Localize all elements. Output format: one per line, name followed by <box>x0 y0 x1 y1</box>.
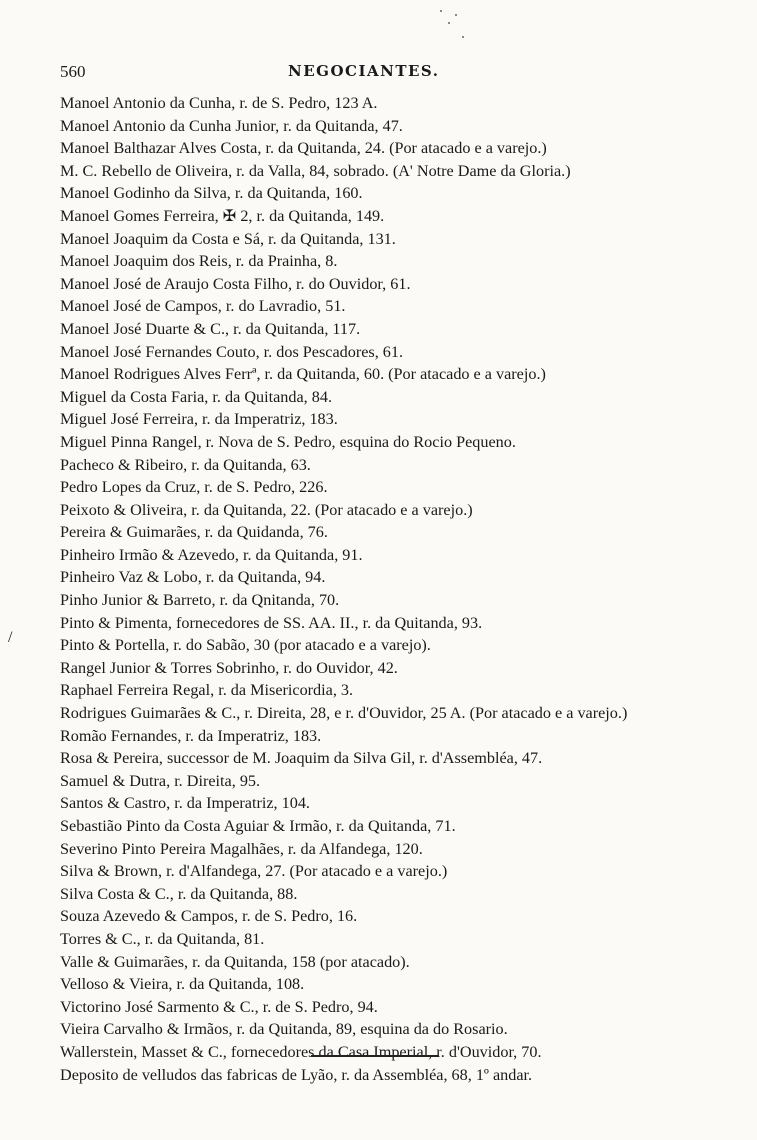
merchant-entry: Sebastião Pinto da Costa Aguiar & Irmão, r. da Quitanda, 71. <box>60 817 456 835</box>
merchant-entry: Pereira & Guimarães, r. da Quidanda, 76. <box>60 523 328 542</box>
merchant-entry: Manoel Balthazar Alves Costa, r. da Quitanda, 24. (Por atacado e a varejo.) <box>60 139 547 158</box>
merchant-entry: Pinto & Portella, r. do Sabão, 30 (por atacado e a varejo). <box>60 636 431 655</box>
merchant-entry: Vieira Carvalho & Irmãos, r. da Quitanda, 89, esquina da do Rosario. <box>60 1020 508 1039</box>
merchant-entry: Romão Fernandes, r. da Imperatriz, 183. <box>60 726 322 745</box>
merchant-entry: Torres & C., r. da Quitanda, 81. <box>60 929 265 948</box>
merchant-entry: Rangel Junior & Torres Sobrinho, r. do Ouvidor, 42. <box>60 658 398 677</box>
merchant-entry: Manoel Antonio da Cunha Junior, r. da Quitanda, 47. <box>60 116 403 135</box>
merchant-entry: M. C. Rebello de Oliveira, r. da Valla, 84, sobrado. (A' Notre Dame da Gloria.) <box>60 161 571 180</box>
ink-speck <box>455 14 457 16</box>
merchant-entry: Santos & Castro, r. da Imperatriz, 104. <box>60 794 310 813</box>
merchant-entry: Manoel Joaquim da Costa e Sá, r. da Quitanda, 131. <box>60 229 396 248</box>
merchant-entry: Manoel Gomes Ferreira, ✠ 2, r. da Quitanda, 149. <box>60 206 385 225</box>
merchant-entry: Pinheiro Vaz & Lobo, r. da Quitanda, 94. <box>60 568 326 587</box>
merchant-entry: Rosa & Pereira, successor de M. Joaquim da Silva Gil, r. d'Assembléa, 47. <box>60 749 543 768</box>
merchant-entry: Manoel José de Araujo Costa Filho, r. do Ouvidor, 61. <box>60 274 411 293</box>
merchant-entry: Miguel da Costa Faria, r. da Quitanda, 84. <box>60 387 332 406</box>
merchant-entry: Manoel José de Campos, r. do Lavradio, 51. <box>60 297 346 316</box>
margin-mark: / <box>8 629 13 646</box>
merchant-entry: Miguel José Ferreira, r. da Imperatriz, 183. <box>60 410 338 429</box>
merchant-entry: Wallerstein, Masset & C., fornecedores da Casa Imperial, r. d'Ouvidor, 70. <box>60 1042 542 1061</box>
ink-speck <box>440 10 442 12</box>
merchant-entry: Victorino José Sarmento & C., r. de S. Pedro, 94. <box>60 997 378 1016</box>
merchant-entry: Pacheco & Ribeiro, r. da Quitanda, 63. <box>60 455 311 474</box>
merchant-entry: Pinho Junior & Barreto, r. da Qnitanda, 70. <box>60 591 340 610</box>
closing-rule <box>311 1055 439 1057</box>
merchant-entry: Velloso & Vieira, r. da Quitanda, 108. <box>60 975 305 994</box>
merchant-list <box>60 92 700 1086</box>
running-head: NEGOCIANTES. <box>288 62 440 80</box>
merchant-entry: Souza Azevedo & Campos, r. de S. Pedro, 16. <box>60 907 358 926</box>
merchant-entry: Silva & Brown, r. d'Alfandega, 27. (Por atacado e a varejo.) <box>60 862 448 881</box>
merchant-entry: Rodrigues Guimarães & C., r. Direita, 28, e r. d'Ouvidor, 25 A. (Por atacado e a varejo.) <box>60 704 628 723</box>
page-header <box>60 62 700 86</box>
ink-speck <box>462 36 464 38</box>
merchant-entry: Pedro Lopes da Cruz, r. de S. Pedro, 226. <box>60 478 328 497</box>
merchant-entry: Valle & Guimarães, r. da Quitanda, 158 (por atacado). <box>60 952 410 971</box>
page-number: 560 <box>60 62 86 81</box>
merchant-entry: Manoel Godinho da Silva, r. da Quitanda, 160. <box>60 184 363 203</box>
merchant-entry: Manoel Joaquim dos Reis, r. da Prainha, 8. <box>60 252 338 271</box>
ink-speck <box>448 22 450 24</box>
merchant-entry: Silva Costa & C., r. da Quitanda, 88. <box>60 884 298 903</box>
merchant-entry: Pinto & Pimenta, fornecedores de SS. AA. II., r. da Quitanda, 93. <box>60 613 483 632</box>
merchant-entry: Deposito de velludos das fabricas de Lyão, r. da Assembléa, 68, 1º andar. <box>60 1065 533 1084</box>
merchant-entry: Samuel & Dutra, r. Direita, 95. <box>60 771 261 790</box>
merchant-entry: Manoel José Duarte & C., r. da Quitanda, 117. <box>60 319 361 338</box>
merchant-entry: Manoel Rodrigues Alves Ferrª, r. da Quitanda, 60. (Por atacado e a varejo.) <box>60 365 546 384</box>
merchant-entry: Manoel Antonio da Cunha, r. de S. Pedro, 123 A. <box>60 94 378 112</box>
merchant-entry: Miguel Pinna Rangel, r. Nova de S. Pedro, esquina do Rocio Pequeno. <box>60 432 516 451</box>
merchant-entry: Severino Pinto Pereira Magalhães, r. da Alfandega, 120. <box>60 839 423 858</box>
merchant-entry: Peixoto & Oliveira, r. da Quitanda, 22. (Por atacado e a varejo.) <box>60 500 473 519</box>
merchant-entry: Raphael Ferreira Regal, r. da Misericordia, 3. <box>60 681 354 700</box>
merchant-entry: Manoel José Fernandes Couto, r. dos Pescadores, 61. <box>60 342 404 361</box>
merchant-entry: Pinheiro Irmão & Azevedo, r. da Quitanda, 91. <box>60 545 363 564</box>
